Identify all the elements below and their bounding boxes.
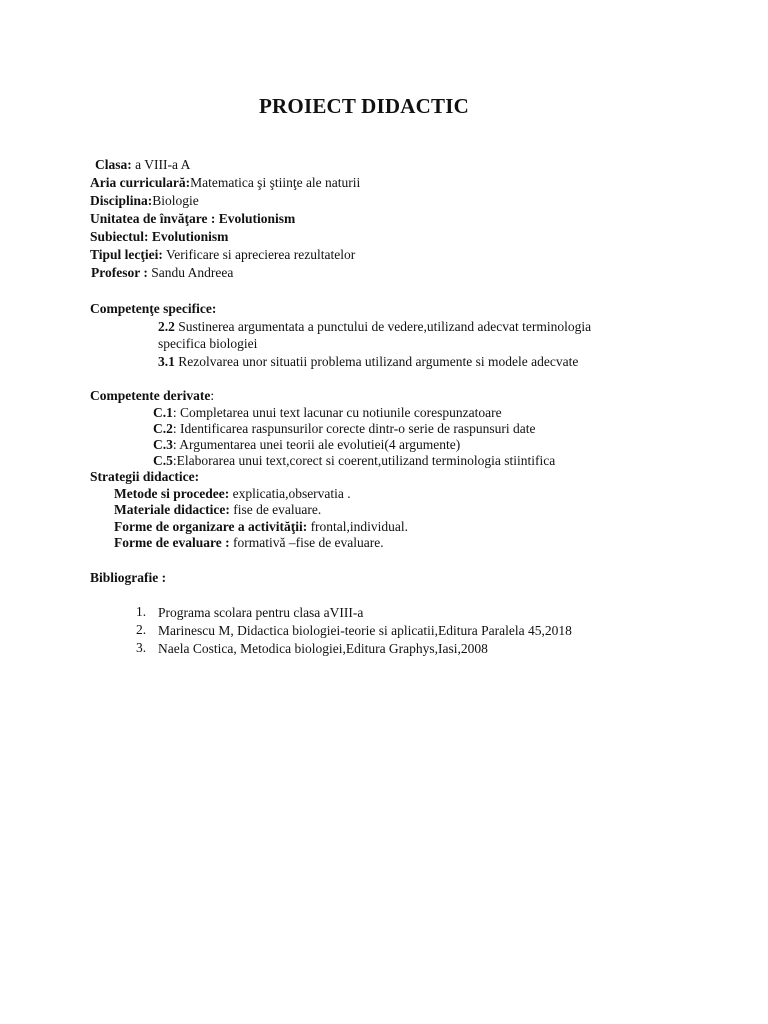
bibliografie-heading: Bibliografie : [90, 570, 167, 585]
bibliografie-item-number: 3. [136, 640, 147, 655]
field-value: Matematica şi ştiinţe ale naturii [190, 175, 361, 190]
field-profesor [91, 264, 233, 281]
field-value: Sandu Andreea [151, 265, 234, 280]
competente-specifice-heading: Competenţe specifice: [90, 301, 217, 316]
competenta-code: C.3 [153, 437, 173, 452]
competenta-specifica-item [158, 318, 591, 335]
competenta-derivata-item [153, 452, 555, 469]
strategie-label: Materiale didactice: [114, 502, 230, 517]
field-value: Biologie [152, 193, 199, 208]
field-unitatea [90, 210, 295, 227]
competenta-code: C.1 [153, 405, 173, 420]
strategie-item [114, 485, 351, 502]
bibliografie-item: Naela Costica, Metodica biologiei,Editura Graphys,Iasi,2008 [158, 641, 488, 656]
competenta-specifica-continuation: specifica biologiei [158, 336, 258, 351]
strategie-value: explicatia,observatia . [229, 486, 351, 501]
field-label: Disciplina: [90, 193, 153, 208]
bibliografie-item: Programa scolara pentru clasa aVIII-a [158, 605, 364, 620]
competenta-code: C.5 [153, 453, 173, 468]
competente-derivate-title: Competente derivate [90, 388, 211, 403]
competenta-derivata-item [153, 436, 460, 453]
competenta-text: Rezolvarea unor situatii problema utilizand argumente si modele adecvate [174, 354, 579, 369]
field-value: Evolutionism [151, 229, 229, 244]
competenta-code: C.2 [153, 421, 173, 436]
field-label: Aria curriculară: [90, 175, 191, 190]
field-subiectul [90, 228, 228, 245]
strategie-label: Metode si procedee: [114, 486, 230, 501]
competenta-specifica-item [158, 353, 578, 370]
field-label: Tipul lecţiei: [90, 247, 163, 262]
strategie-value: fise de evaluare. [229, 502, 322, 517]
competente-derivate-suffix: : [210, 388, 215, 403]
page-title: PROIECT DIDACTIC [259, 94, 469, 118]
competenta-derivata-item [153, 420, 535, 437]
strategie-label: Forme de evaluare : [114, 535, 230, 550]
field-aria-curriculara [90, 174, 360, 191]
strategie-item [114, 534, 384, 551]
competente-derivate-heading [90, 387, 214, 404]
strategie-value: frontal,individual. [307, 519, 409, 534]
field-clasa [95, 156, 190, 173]
field-label: Subiectul: [90, 229, 152, 244]
competenta-derivata-item [153, 404, 502, 421]
competenta-text: : Argumentarea unei teorii ale evolutiei(4 argumente) [172, 437, 461, 452]
strategie-item [114, 518, 408, 535]
field-value: Evolutionism [218, 211, 296, 226]
bibliografie-item-number: 1. [136, 604, 147, 619]
field-label: Clasa: [95, 157, 132, 172]
field-label: Profesor : [91, 265, 152, 280]
competenta-text: : Completarea unui text lacunar cu notiunile corespunzatoare [172, 405, 502, 420]
field-value: a VIII-a A [131, 157, 191, 172]
strategie-label: Forme de organizare a activităţii: [114, 519, 308, 534]
competenta-text: : Identificarea raspunsurilor corecte dintr-o serie de raspunsuri date [172, 421, 536, 436]
bibliografie-item: Marinescu M, Didactica biologiei-teorie si aplicatii,Editura Paralela 45,2018 [158, 623, 572, 638]
field-disciplina [90, 192, 199, 209]
strategie-item [114, 501, 321, 518]
competenta-code: 3.1 [158, 354, 175, 369]
competenta-text: Sustinerea argumentata a punctului de vedere,utilizand adecvat terminologia [174, 319, 592, 334]
competenta-code: 2.2 [158, 319, 175, 334]
field-value: Verificare si aprecierea rezultatelor [162, 247, 356, 262]
strategie-value: formativă –fise de evaluare. [229, 535, 384, 550]
competenta-text: :Elaborarea unui text,corect si coerent,utilizand terminologia stiintifica [172, 453, 556, 468]
strategii-heading: Strategii didactice: [90, 469, 200, 484]
bibliografie-item-number: 2. [136, 622, 147, 637]
field-label: Unitatea de învăţare : [90, 211, 219, 226]
field-tipul-lectiei [90, 246, 355, 263]
